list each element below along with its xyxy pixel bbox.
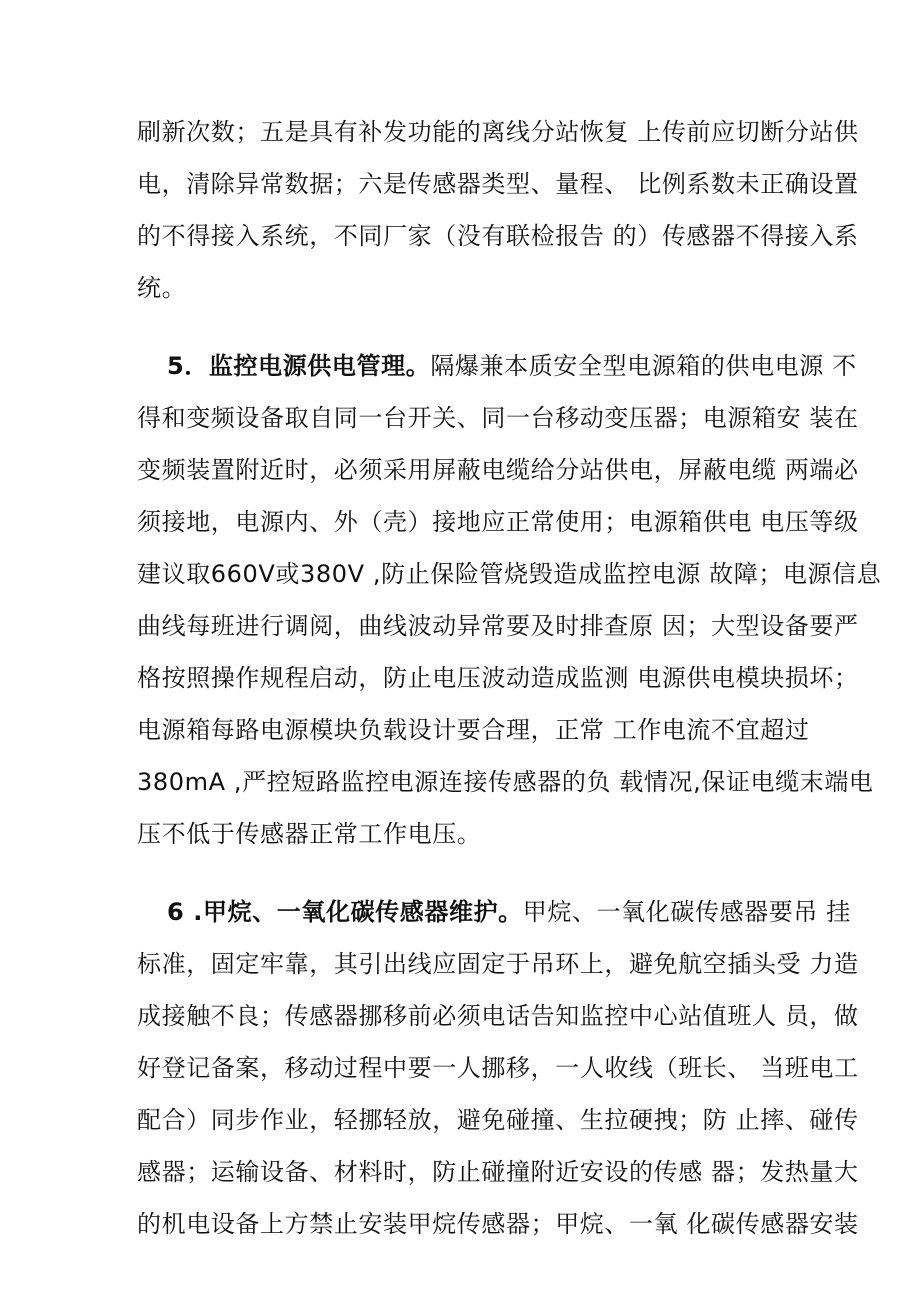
text-line: 电源箱每路电源模块负载设计要合理，正常 工作电流不宜超过 bbox=[137, 716, 810, 744]
paragraph-spacer bbox=[137, 860, 785, 886]
paragraph-5-heading: 5．监控电源供电管理。 bbox=[167, 352, 431, 380]
text-line: 成接触不良；传感器挪移前必须电话告知监控中心站值班人 员，做 bbox=[137, 1002, 859, 1030]
text-line: 380mA ,严控短路监控电源连接传感器的负 载情况,保证电缆末端电 bbox=[137, 768, 874, 796]
paragraph-5 bbox=[137, 340, 882, 860]
paragraph-spacer bbox=[137, 314, 785, 340]
text-line: 建议取660V或380V ,防止保险管烧毁造成监控电源 故障；电源信息 bbox=[137, 560, 882, 588]
text-line: 变频装置附近时，必须采用屏蔽电缆给分站供电，屏蔽电缆 两端必 bbox=[137, 456, 859, 484]
paragraph-5-first-line-text: 隔爆兼本质安全型电源箱的供电电源 不 bbox=[430, 352, 857, 380]
text-line: 统。 bbox=[137, 274, 187, 302]
text-line: 配合）同步作业，轻挪轻放，避免碰撞、生拉硬拽；防 止摔、碰传 bbox=[137, 1106, 859, 1134]
document-page bbox=[137, 106, 882, 1250]
text-line: 电，清除异常数据；六是传感器类型、量程、 比例系数未正确设置 bbox=[137, 170, 859, 198]
paragraph-6 bbox=[137, 886, 859, 1250]
paragraph-4-tail bbox=[137, 106, 859, 314]
paragraph-6-first-line-text: 甲烷、一氧化碳传感器要吊 挂 bbox=[522, 898, 851, 926]
text-line: 的不得接入系统，不同厂家（没有联检报告 的）传感器不得接入系 bbox=[137, 222, 859, 250]
text-line: 感器；运输设备、材料时，防止碰撞附近安设的传感 器；发热量大 bbox=[137, 1158, 859, 1186]
text-line: 得和变频设备取自同一台开关、同一台移动变压器；电源箱安 装在 bbox=[137, 404, 859, 432]
text-line: 须接地，电源内、外（壳）接地应正常使用；电源箱供电 电压等级 bbox=[137, 508, 859, 536]
text-line: 格按照操作规程启动，防止电压波动造成监测 电源供电模块损坏； bbox=[137, 664, 859, 692]
text-line: 曲线每班进行调阅，曲线波动异常要及时排查原 因；大型设备要严 bbox=[137, 612, 859, 640]
text-line: 的机电设备上方禁止安装甲烷传感器；甲烷、一氧 化碳传感器安装 bbox=[137, 1210, 859, 1238]
text-line: 压不低于传感器正常工作电压。 bbox=[137, 820, 482, 848]
text-line: 好登记备案，移动过程中要一人挪移，一人收线（班长、 当班电工 bbox=[137, 1054, 859, 1082]
text-line: 刷新次数；五是具有补发功能的离线分站恢复 上传前应切断分站供 bbox=[137, 118, 859, 146]
paragraph-5-first-line bbox=[137, 340, 857, 392]
paragraph-6-heading: 6 .甲烷、一氧化碳传感器维护。 bbox=[167, 898, 523, 926]
text-line: 标准，固定牢靠，其引出线应固定于吊环上，避免航空插头受 力造 bbox=[137, 950, 859, 978]
paragraph-6-first-line bbox=[137, 886, 851, 938]
